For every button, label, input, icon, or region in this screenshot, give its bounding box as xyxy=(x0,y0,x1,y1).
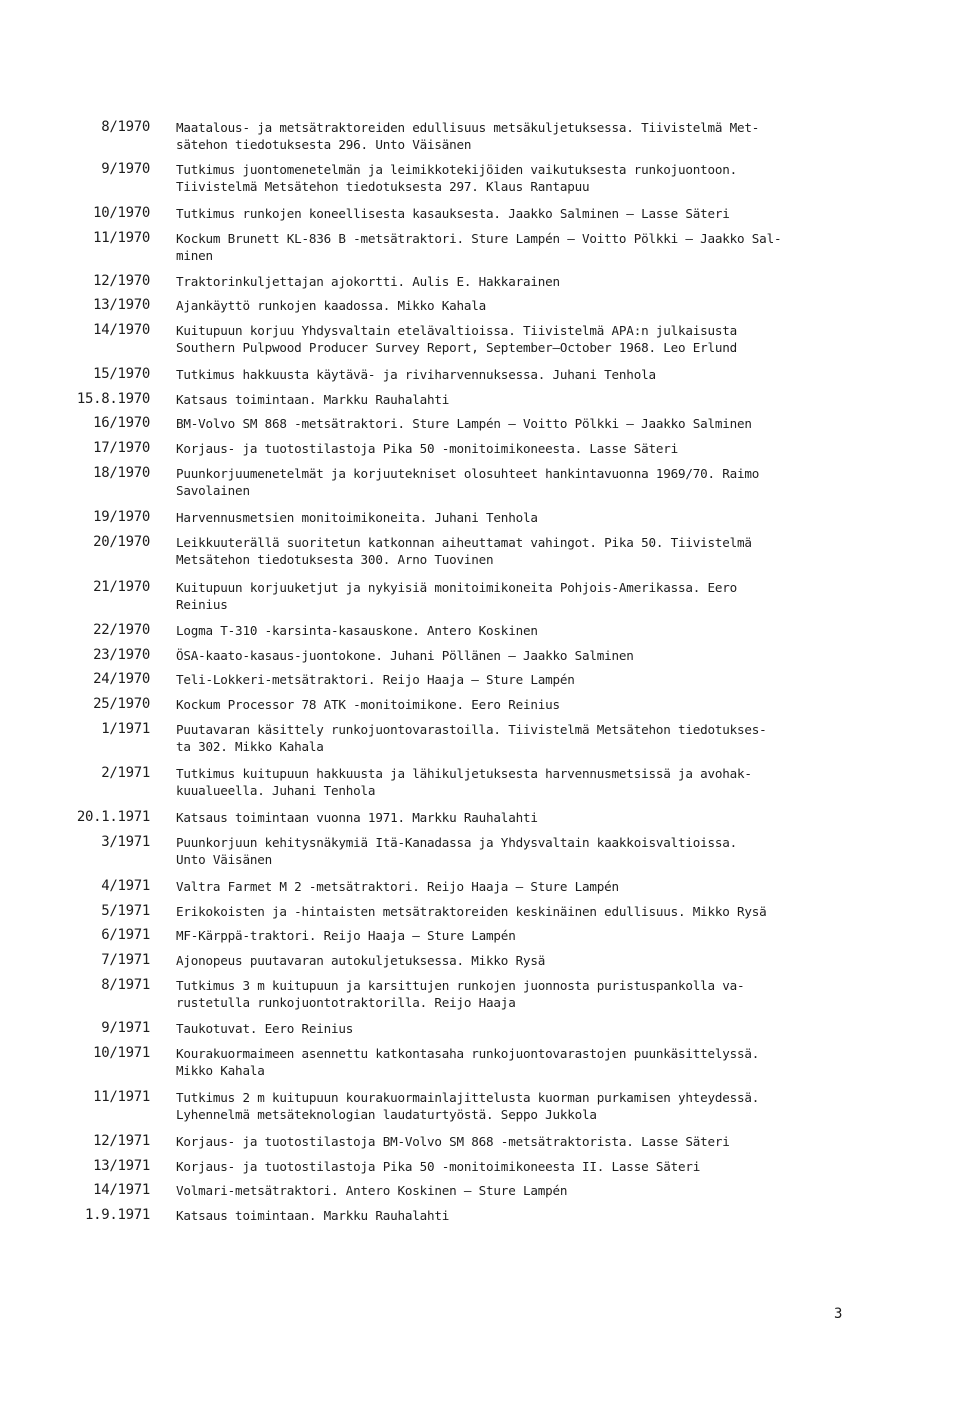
publication-description xyxy=(176,952,866,969)
description-line: sätehon tiedotuksesta 296. Unto Väisänen xyxy=(176,137,472,152)
publication-description xyxy=(176,1158,866,1175)
description-line: Kockum Processor 78 ATK -monitoimikone. Eero Reinius xyxy=(176,697,560,712)
description-line: Harvennusmetsien monitoimikoneita. Juhani Tenhola xyxy=(176,510,538,525)
publication-description xyxy=(176,834,866,868)
description-line: Traktorinkuljettajan ajokortti. Aulis E. Hakkarainen xyxy=(176,274,560,289)
description-line: Metsätehon tiedotuksesta 300. Arno Tuovinen xyxy=(176,552,494,567)
description-line: Ajankäyttö runkojen kaadossa. Mikko Kahala xyxy=(176,298,487,313)
publication-description xyxy=(176,415,866,432)
description-line: Puunkorjuumenetelmät ja korjuutekniset olosuhteet hankintavuonna 1969/70. Raimo xyxy=(176,466,760,481)
description-line: Tiivistelmä Metsätehon tiedotuksesta 297. Klaus Rantapuu xyxy=(176,179,590,194)
description-line: Kourakuormaimeen asennettu katkontasaha runkojuontovarastojen puunkäsittelyssä. xyxy=(176,1046,760,1061)
publication-description xyxy=(176,509,866,526)
description-line: Katsaus toimintaan vuonna 1971. Markku Rauhalahti xyxy=(176,810,538,825)
publication-description xyxy=(176,440,866,457)
publication-number: 8/1970 xyxy=(101,119,150,135)
publication-description xyxy=(176,765,866,799)
description-line: Kockum Brunett KL-836 B -metsätraktori. Sture Lampén — Voitto Pölkki — Jaakko Sal- xyxy=(176,231,782,246)
publication-description xyxy=(176,1089,866,1123)
description-line: Taukotuvat. Eero Reinius xyxy=(176,1021,354,1036)
publication-number: 10/1971 xyxy=(93,1045,150,1061)
page-number: 3 xyxy=(834,1306,843,1322)
publication-description xyxy=(176,671,866,688)
publication-description xyxy=(176,903,866,920)
publication-number: 19/1970 xyxy=(93,509,150,525)
description-line: ÖSA-kaato-kasaus-juontokone. Juhani Pöllänen — Jaakko Salminen xyxy=(176,648,634,663)
publication-description xyxy=(176,1207,866,1224)
publication-number: 15/1970 xyxy=(93,366,150,382)
description-line: Volmari-metsätraktori. Antero Koskinen — Sture Lampén xyxy=(176,1183,568,1198)
description-line: BM-Volvo SM 868 -metsätraktori. Sture Lampén — Voitto Pölkki — Jaakko Salminen xyxy=(176,416,752,431)
publication-number: 18/1970 xyxy=(93,465,150,481)
publication-number: 12/1970 xyxy=(93,273,150,289)
publication-description xyxy=(176,1133,866,1150)
description-line: Teli-Lokkeri-metsätraktori. Reijo Haaja — Sture Lampén xyxy=(176,672,575,687)
publication-description xyxy=(176,230,866,264)
description-line: Unto Väisänen xyxy=(176,852,272,867)
publication-number: 12/1971 xyxy=(93,1133,150,1149)
publication-number: 6/1971 xyxy=(101,927,150,943)
description-line: Mikko Kahala xyxy=(176,1063,265,1078)
description-line: Leikkuuterällä suoritetun katkonnan aiheuttamat vahingot. Pika 50. Tiivistelmä xyxy=(176,535,752,550)
publication-number: 13/1970 xyxy=(93,297,150,313)
description-line: Savolainen xyxy=(176,483,250,498)
publication-number: 1.9.1971 xyxy=(84,1207,150,1223)
publication-description xyxy=(176,391,866,408)
description-line: Tutkimus runkojen koneellisesta kasauksesta. Jaakko Salminen — Lasse Säteri xyxy=(176,206,730,221)
description-line: Kuitupuun korjuuketjut ja nykyisiä monitoimikoneita Pohjois-Amerikassa. Eero xyxy=(176,580,738,595)
description-line: Southern Pulpwood Producer Survey Report, September—October 1968. Leo Erlund xyxy=(176,340,738,355)
publication-description xyxy=(176,119,866,153)
description-line: Reinius xyxy=(176,597,228,612)
publication-number: 14/1970 xyxy=(93,322,150,338)
publication-number: 10/1970 xyxy=(93,205,150,221)
publication-number: 14/1971 xyxy=(93,1182,150,1198)
publication-description xyxy=(176,977,866,1011)
publication-description xyxy=(176,927,866,944)
description-line: Kuitupuun korjuu Yhdysvaltain etelävaltioissa. Tiivistelmä APA:n julkaisusta xyxy=(176,323,738,338)
publication-number: 24/1970 xyxy=(93,671,150,687)
description-line: Maatalous- ja metsätraktoreiden edullisuus metsäkuljetuksessa. Tiivistelmä Met- xyxy=(176,120,760,135)
description-line: Tutkimus 2 m kuitupuun kourakuormainlajittelusta kuorman purkamisen yhteydessä. xyxy=(176,1090,760,1105)
publication-description xyxy=(176,366,866,383)
publication-number: 9/1970 xyxy=(101,161,150,177)
description-line: Ajonopeus puutavaran autokuljetuksessa. Mikko Rysä xyxy=(176,953,546,968)
publication-number: 22/1970 xyxy=(93,622,150,638)
publication-number: 13/1971 xyxy=(93,1158,150,1174)
publication-number: 25/1970 xyxy=(93,696,150,712)
publication-number: 17/1970 xyxy=(93,440,150,456)
publication-description xyxy=(176,534,866,568)
publication-number: 23/1970 xyxy=(93,647,150,663)
publication-number: 3/1971 xyxy=(101,834,150,850)
publication-number: 4/1971 xyxy=(101,878,150,894)
description-line: kuualueella. Juhani Tenhola xyxy=(176,783,376,798)
publication-number: 5/1971 xyxy=(101,903,150,919)
publication-number: 7/1971 xyxy=(101,952,150,968)
description-line: minen xyxy=(176,248,213,263)
publication-number: 21/1970 xyxy=(93,579,150,595)
publication-description xyxy=(176,297,866,314)
description-line: Logma T-310 -karsinta-kasauskone. Antero Koskinen xyxy=(176,623,538,638)
publication-number: 20.1.1971 xyxy=(76,809,150,825)
publication-description xyxy=(176,273,866,290)
description-line: Tutkimus hakkuusta käytävä- ja riviharvennuksessa. Juhani Tenhola xyxy=(176,367,656,382)
description-line: Tutkimus 3 m kuitupuun ja karsittujen runkojen juonnosta puristuspankolla va- xyxy=(176,978,745,993)
description-line: Tutkimus juontomenetelmän ja leimikkotekijöiden vaikutuksesta runkojuontoon. xyxy=(176,162,738,177)
publication-description xyxy=(176,1182,866,1199)
description-line: ta 302. Mikko Kahala xyxy=(176,739,324,754)
publication-number: 16/1970 xyxy=(93,415,150,431)
publication-description xyxy=(176,205,866,222)
publication-description xyxy=(176,878,866,895)
description-line: Korjaus- ja tuotostilastoja Pika 50 -monitoimikoneesta. Lasse Säteri xyxy=(176,441,678,456)
publication-description xyxy=(176,696,866,713)
publication-description xyxy=(176,465,866,499)
description-line: Valtra Farmet M 2 -metsätraktori. Reijo Haaja — Sture Lampén xyxy=(176,879,619,894)
publication-number: 20/1970 xyxy=(93,534,150,550)
description-line: Katsaus toimintaan. Markku Rauhalahti xyxy=(176,1208,450,1223)
description-line: Puutavaran käsittely runkojuontovarastoilla. Tiivistelmä Metsätehon tiedotukses- xyxy=(176,722,767,737)
description-line: rustetulla runkojuontotraktorilla. Reijo Haaja xyxy=(176,995,516,1010)
description-line: Erikokoisten ja -hintaisten metsätraktoreiden keskinäinen edullisuus. Mikko Rysä xyxy=(176,904,767,919)
publication-description xyxy=(176,161,866,195)
publication-description xyxy=(176,622,866,639)
publication-number: 8/1971 xyxy=(101,977,150,993)
description-line: Korjaus- ja tuotostilastoja Pika 50 -monitoimikoneesta II. Lasse Säteri xyxy=(176,1159,701,1174)
publication-number: 11/1970 xyxy=(93,230,150,246)
publication-description xyxy=(176,322,866,356)
publication-description xyxy=(176,809,866,826)
publication-description xyxy=(176,1020,866,1037)
description-line: Katsaus toimintaan. Markku Rauhalahti xyxy=(176,392,450,407)
publication-number: 2/1971 xyxy=(101,765,150,781)
description-line: Lyhennelmä metsäteknologian laudaturtyöstä. Seppo Jukkola xyxy=(176,1107,597,1122)
publication-number: 9/1971 xyxy=(101,1020,150,1036)
publication-description xyxy=(176,579,866,613)
description-line: Tutkimus kuitupuun hakkuusta ja lähikuljetuksesta harvennusmetsissä ja avohak- xyxy=(176,766,752,781)
description-line: MF-Kärppä-traktori. Reijo Haaja — Sture Lampén xyxy=(176,928,516,943)
description-line: Korjaus- ja tuotostilastoja BM-Volvo SM 868 -metsätraktorista. Lasse Säteri xyxy=(176,1134,730,1149)
publication-description xyxy=(176,721,866,755)
publication-number: 11/1971 xyxy=(93,1089,150,1105)
publication-description xyxy=(176,647,866,664)
description-line: Puunkorjuun kehitysnäkymiä Itä-Kanadassa ja Yhdysvaltain kaakkoisvaltioissa. xyxy=(176,835,738,850)
publication-description xyxy=(176,1045,866,1079)
publication-number: 1/1971 xyxy=(101,721,150,737)
publication-number: 15.8.1970 xyxy=(76,391,150,407)
